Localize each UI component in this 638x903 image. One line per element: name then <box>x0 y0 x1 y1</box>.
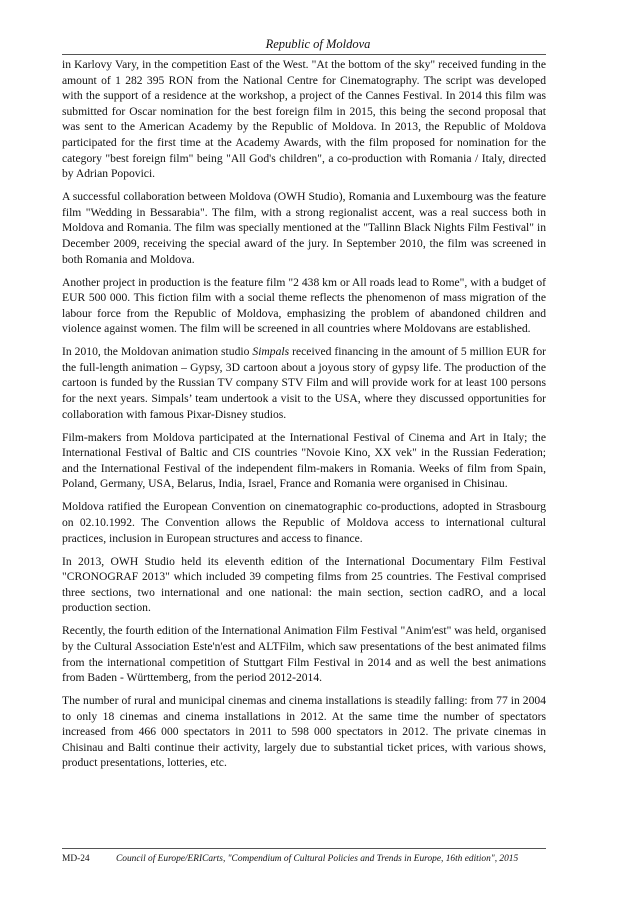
body-text <box>62 57 546 778</box>
paragraph-simpals-before: In 2010, the Moldovan animation studio <box>62 345 253 359</box>
paragraph-2438-km: Another project in production is the feature film "2 438 km or All roads lead to Rome", with a budget of EUR 500 000. This fiction film with a social theme reflects the phenomenon of mass migration of the labour force from the Republic of Moldova, emphasizing the problem of abandoned children and violence against women. The film will be screened in all countries where Moldovans are established. <box>62 275 546 336</box>
footer-source: Council of Europe/ERICarts, "Compendium of Cultural Policies and Trends in Europe, 16th edition", 2015 <box>116 854 519 864</box>
simpals-emphasis: Simpals <box>252 345 290 359</box>
paragraph-festivals-abroad: Film-makers from Moldova participated at the International Festival of Cinema and Art in Italy; the International Festival of Baltic and CIS countries "Novoie Kino, XX vek" in the Russian Federation; and the International Festival of the independent film-makers in Romania. Weeks of film from Spain, Poland, Germany, USA, Belarus, India, Israel, France and Romania were organised in Chisinau. <box>62 430 546 491</box>
footer-divider <box>62 848 546 849</box>
running-header: Republic of Moldova <box>265 37 371 51</box>
paragraph-cronograf: In 2013, OWH Studio held its eleventh edition of the International Documentary Film Festival "CRONOGRAF 2013" which included 39 competing films from 25 countries. The Festival comprised three sections, two international and one national: the main section, section cadRO, and a local production section. <box>62 554 546 615</box>
header-divider <box>62 54 546 55</box>
paragraph-cinema-numbers: The number of rural and municipal cinemas and cinema installations is steadily falling: from 77 in 2004 to only 18 cinemas and cinema installations in 2012. At the same time the number of spectators increased from 466 000 spectators in 2011 to 598 000 spectators in 2012. The private cinemas in Chisinau and Balti continue their activity, largely due to substantial ticket prices, with various shows, product presentations, lotteries, etc. <box>62 694 546 770</box>
paragraph-karlovy-vary: in Karlovy Vary, in the competition East of the West. "At the bottom of the sky" received funding in the amount of 1 282 395 RON from the National Centre for Cinematography. The script was developed with the support of a residence at the workshop, a project of the Cannes Festival. In 2014 this film was submitted for Oscar nomination for the best foreign film in 2015, this being the second proposal that was sent to the American Academy by the Republic of Moldova. In 2013, the Republic of Moldova participated for the first time at the Academy Awards, with the film proposed for nomination for the category "best foreign film" being "All God's children", a co-production with Romania / Italy, directed by Adrian Popovici. <box>62 58 546 181</box>
paragraph-animest: Recently, the fourth edition of the International Animation Film Festival "Anim'est" was held, organised by the Cultural Association Este'n'est and ALTFilm, which saw presentations of the best animated films from the international competition of Stuttgart Film Festival in 2014 and as well the best animations from Baden - Württemberg, from the period 2012-2014. <box>62 624 546 685</box>
page-code: MD-24 <box>62 854 90 864</box>
page-footer <box>62 853 552 865</box>
paragraph-simpals-after: received financing in the amount of 5 million EUR for the full-length animation – Gypsy, 3D cartoon about a joyous story of gypsy life. The production of the cartoon is funded by the Russian TV company STV Film and will provide work for at least 100 persons for the next years. Simpals’ team undertook a visit to the USA, where they discussed opportunities for collaboration with famous Pixar-Disney studios. <box>62 345 546 421</box>
paragraph-simpals <box>62 344 546 422</box>
paragraph-european-convention: Moldova ratified the European Convention on cinematographic co-productions, adopted in Strasbourg on 02.10.1992. The Convention allows the Republic of Moldova access to international cultural practices, inclusion in European structures and access to finance. <box>62 500 546 545</box>
paragraph-wedding-in-bessarabia: A successful collaboration between Moldova (OWH Studio), Romania and Luxembourg was the feature film "Wedding in Bessarabia". The film, with a strong regionalist accent, was a real success both in Moldova and Romania. The film was specially mentioned at the "Tallinn Black Nights Film Festival" in December 2009, receiving the special award of the jury. In September 2010, the film was screened in both Romania and Moldova. <box>62 190 546 266</box>
